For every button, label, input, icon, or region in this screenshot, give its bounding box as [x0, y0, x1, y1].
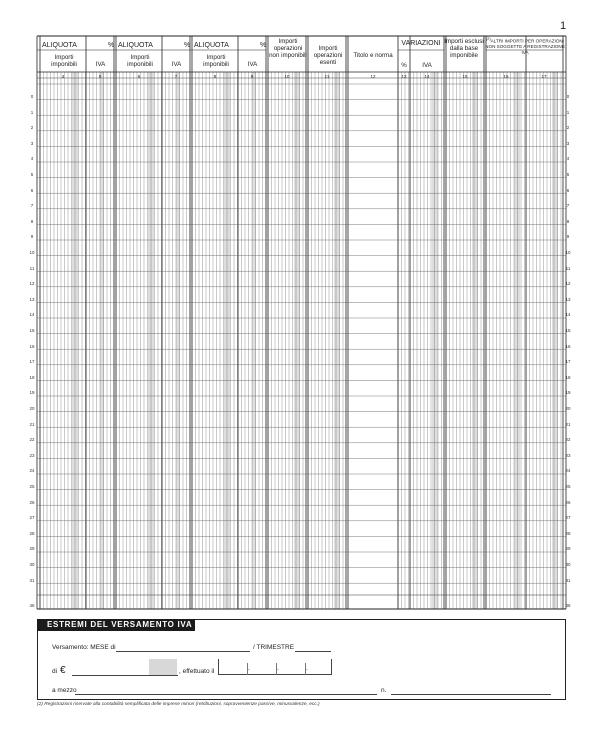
row-number-left: 12 — [29, 281, 35, 287]
column-number: 7 — [174, 74, 178, 79]
row-number-left: 4 — [30, 156, 34, 162]
row-number-right: 12 — [565, 281, 571, 287]
row-number-right: 23 — [565, 452, 571, 458]
row-number-right: 2 — [566, 125, 570, 131]
esclusi-label: Importi esclusi dalla base imponibile — [444, 38, 484, 59]
row-number-left: 1 — [30, 109, 34, 115]
row-number-right: 15 — [565, 328, 571, 333]
row-number-left: 9 — [30, 234, 34, 240]
row-number-left: 13 — [29, 296, 35, 302]
row-number-left: 18 — [29, 374, 35, 380]
variazioni-label: VARIAZIONI — [401, 40, 441, 47]
imponibili-label-2: Importi imponibili — [127, 54, 153, 68]
row-number-right: 13 — [565, 296, 571, 302]
percent-sign-3: % — [260, 42, 267, 49]
row-number-left: 30 — [29, 562, 35, 567]
row-number-right: 19 — [565, 390, 571, 396]
aliquota-label-1: ALIQUOTA — [42, 42, 77, 49]
row-number-right: 8 — [566, 218, 570, 224]
n-field[interactable] — [391, 694, 551, 695]
row-number-right: 21 — [565, 421, 571, 427]
column-number: 13 — [401, 74, 407, 79]
effettuato-label: , effettuato il — [179, 668, 215, 675]
row-number-left: 7 — [30, 203, 34, 209]
var-percent-label: % — [401, 62, 407, 69]
titolo-label: Titolo e norma — [353, 52, 393, 59]
row-number-right: 27 — [565, 515, 571, 521]
non-imponibili-label: Importi operazioni non imponibili — [269, 38, 307, 59]
esenti-label: Importi operazioni esenti — [313, 45, 343, 66]
row-number-left: 0 — [30, 94, 34, 99]
row-number-right: 10 — [565, 250, 571, 255]
footnote: (2) Registrazioni riservate alla contabilità semplificata delle imprese minori (retribuzioni, sopravvenienze passive, minusvalenze, ecc.) — [37, 702, 320, 707]
row-number-left: 21 — [29, 421, 35, 427]
column-number: 6 — [137, 74, 141, 79]
row-number-right: 5 — [566, 172, 570, 177]
row-number-left: 19 — [29, 390, 35, 396]
row-number-right: 11 — [565, 265, 571, 271]
date-separator-1: . — [248, 665, 250, 672]
altri-label-text: ALTRI IMPORTI PER OPERAZIONI NON SOGGETTE A REGISTRAZIONE IVA — [485, 38, 565, 55]
row-number-left: 27 — [29, 515, 35, 521]
row-number-left: 24 — [29, 468, 35, 474]
aliquota-label-3: ALIQUOTA — [194, 42, 229, 49]
row-number-left: 29 — [29, 546, 35, 552]
row-number-right: 29 — [565, 546, 571, 552]
row-number-right: 14 — [565, 312, 571, 318]
percent-sign-2: % — [184, 42, 191, 49]
row-number-right: 25 — [565, 484, 571, 489]
row-number-right: 6 — [566, 187, 570, 193]
column-number: 9 — [250, 74, 254, 79]
n-label: n. — [381, 687, 387, 694]
row-number-right: 20 — [565, 406, 571, 411]
row-number-left: 11 — [29, 265, 35, 271]
a-mezzo-field[interactable] — [75, 694, 377, 695]
altri-superscript: (2) — [485, 37, 491, 41]
column-number: 15 — [462, 74, 468, 79]
date-separator-2: . — [277, 665, 279, 672]
last-row-number-left: 46 — [29, 603, 35, 608]
altri-label — [484, 37, 566, 55]
row-number-left: 5 — [30, 172, 34, 177]
trimestre-label: / TRIMESTRE — [253, 644, 295, 651]
column-number: 5 — [98, 74, 102, 79]
row-number-left: 25 — [29, 484, 35, 489]
row-number-right: 0 — [566, 94, 570, 99]
row-number-right: 17 — [565, 359, 571, 365]
row-number-left: 6 — [30, 187, 34, 193]
column-number: 4 — [61, 74, 65, 79]
last-row-number-right: 46 — [565, 603, 571, 608]
row-number-left: 3 — [30, 140, 34, 146]
row-number-left: 20 — [29, 406, 35, 411]
row-number-left: 15 — [29, 328, 35, 333]
row-number-right: 4 — [566, 156, 570, 162]
aliquota-label-2: ALIQUOTA — [118, 42, 153, 49]
var-iva-label: IVA — [422, 62, 432, 69]
iva-label-3: IVA — [247, 61, 258, 68]
row-number-right: 30 — [565, 562, 571, 567]
row-number-left: 17 — [29, 359, 35, 365]
importo-field[interactable] — [72, 675, 178, 676]
mese-field[interactable] — [116, 651, 250, 652]
imponibili-label-3: Importi imponibili — [203, 54, 229, 68]
column-number: 10 — [284, 74, 290, 79]
row-number-right: 18 — [565, 374, 571, 380]
row-number-left: 2 — [30, 125, 34, 131]
row-number-right: 26 — [565, 499, 571, 505]
euro-symbol: € — [60, 665, 66, 676]
percent-sign-1: % — [108, 42, 115, 49]
row-number-left: 31 — [29, 577, 35, 583]
row-number-right: 24 — [565, 468, 571, 474]
iva-label-1: IVA — [95, 61, 106, 68]
row-number-left: 16 — [29, 343, 35, 349]
date-separator-3: . — [306, 665, 308, 672]
row-number-right: 3 — [566, 140, 570, 146]
a-mezzo-label: a mezzo — [52, 687, 77, 694]
row-number-left: 10 — [29, 250, 35, 255]
row-number-left: 14 — [29, 312, 35, 318]
row-number-right: 16 — [565, 343, 571, 349]
column-number: 8 — [213, 74, 217, 79]
row-number-right: 9 — [566, 234, 570, 240]
trimestre-field[interactable] — [295, 651, 331, 652]
di-label: di — [52, 668, 58, 675]
date-field[interactable] — [218, 659, 332, 675]
versamento-title: ESTREMI DEL VERSAMENTO IVA — [37, 619, 195, 631]
column-number: 17 — [541, 74, 547, 79]
column-number: 16 — [503, 74, 509, 79]
row-number-left: 26 — [29, 499, 35, 505]
row-number-right: 31 — [565, 577, 571, 583]
page-number: 1 — [560, 20, 567, 32]
row-number-right: 1 — [566, 109, 570, 115]
row-number-left: 8 — [30, 218, 34, 224]
importo-cents-box[interactable] — [149, 659, 177, 675]
column-number: 12 — [370, 74, 376, 79]
column-number: 14 — [424, 74, 430, 79]
iva-label-2: IVA — [171, 61, 182, 68]
row-number-right: 7 — [566, 203, 570, 209]
row-number-left: 23 — [29, 452, 35, 458]
row-number-left: 22 — [29, 437, 35, 443]
row-number-right: 28 — [565, 530, 571, 536]
versamento-mese-label: Versamento: MESE di — [52, 644, 116, 651]
column-number: 11 — [324, 74, 330, 79]
row-number-left: 28 — [29, 530, 35, 536]
imponibili-label-1: Importi imponibili — [51, 54, 77, 68]
row-number-right: 22 — [565, 437, 571, 443]
